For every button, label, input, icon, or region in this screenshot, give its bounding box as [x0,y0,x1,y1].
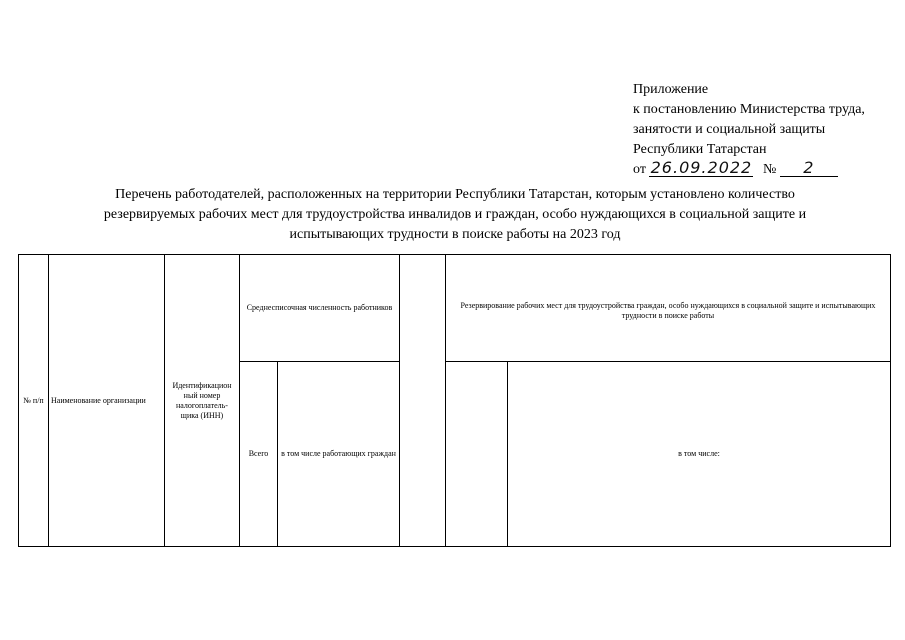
decree-number: 2 [780,160,838,177]
header-row-number: № п/п [19,255,49,547]
appendix-block [633,80,865,180]
appendix-ministry: занятости и социальной защиты [633,122,826,137]
header-blank-column [400,255,446,547]
title-line-1: Перечень работодателей, расположенных на территории Республики Татарстан, которым установлено количество [115,187,795,202]
title-line-2: резервируемых рабочих мест для трудоустройства инвалидов и граждан, особо нуждающихся в социальной защите и [103,207,807,222]
header-reservation-blank [446,362,508,547]
employers-table [18,254,891,547]
decree-date: 26.09.2022 [650,158,753,177]
header-organization: Наименование организации [49,255,165,547]
appendix-date-line [633,160,865,180]
header-reservation: Резервирование рабочих мест для трудоустройства граждан, особо нуждающихся в социальной защите и испытывающих трудности в поиске работы [446,255,891,362]
appendix-republic: Республики Татарстан [633,142,767,157]
appendix-title: Приложение [633,82,709,97]
appendix-decree: к постановлению Министерства труда, [633,102,865,117]
header-headcount: Среднесписочная численность работников [240,255,400,362]
number-prefix: № [762,162,777,177]
title-line-3: испытывающих трудности в поиске работы на 2023 год [289,227,621,242]
header-headcount-working: в том числе работающих граждан [278,362,400,547]
document-title [60,185,850,245]
header-reservation-including: в том числе: [508,362,891,547]
header-headcount-total: Всего [240,362,278,547]
date-prefix: от [633,162,646,177]
header-inn: Идентификацион ный номер налогоплатель- щика (ИНН) [165,255,240,547]
